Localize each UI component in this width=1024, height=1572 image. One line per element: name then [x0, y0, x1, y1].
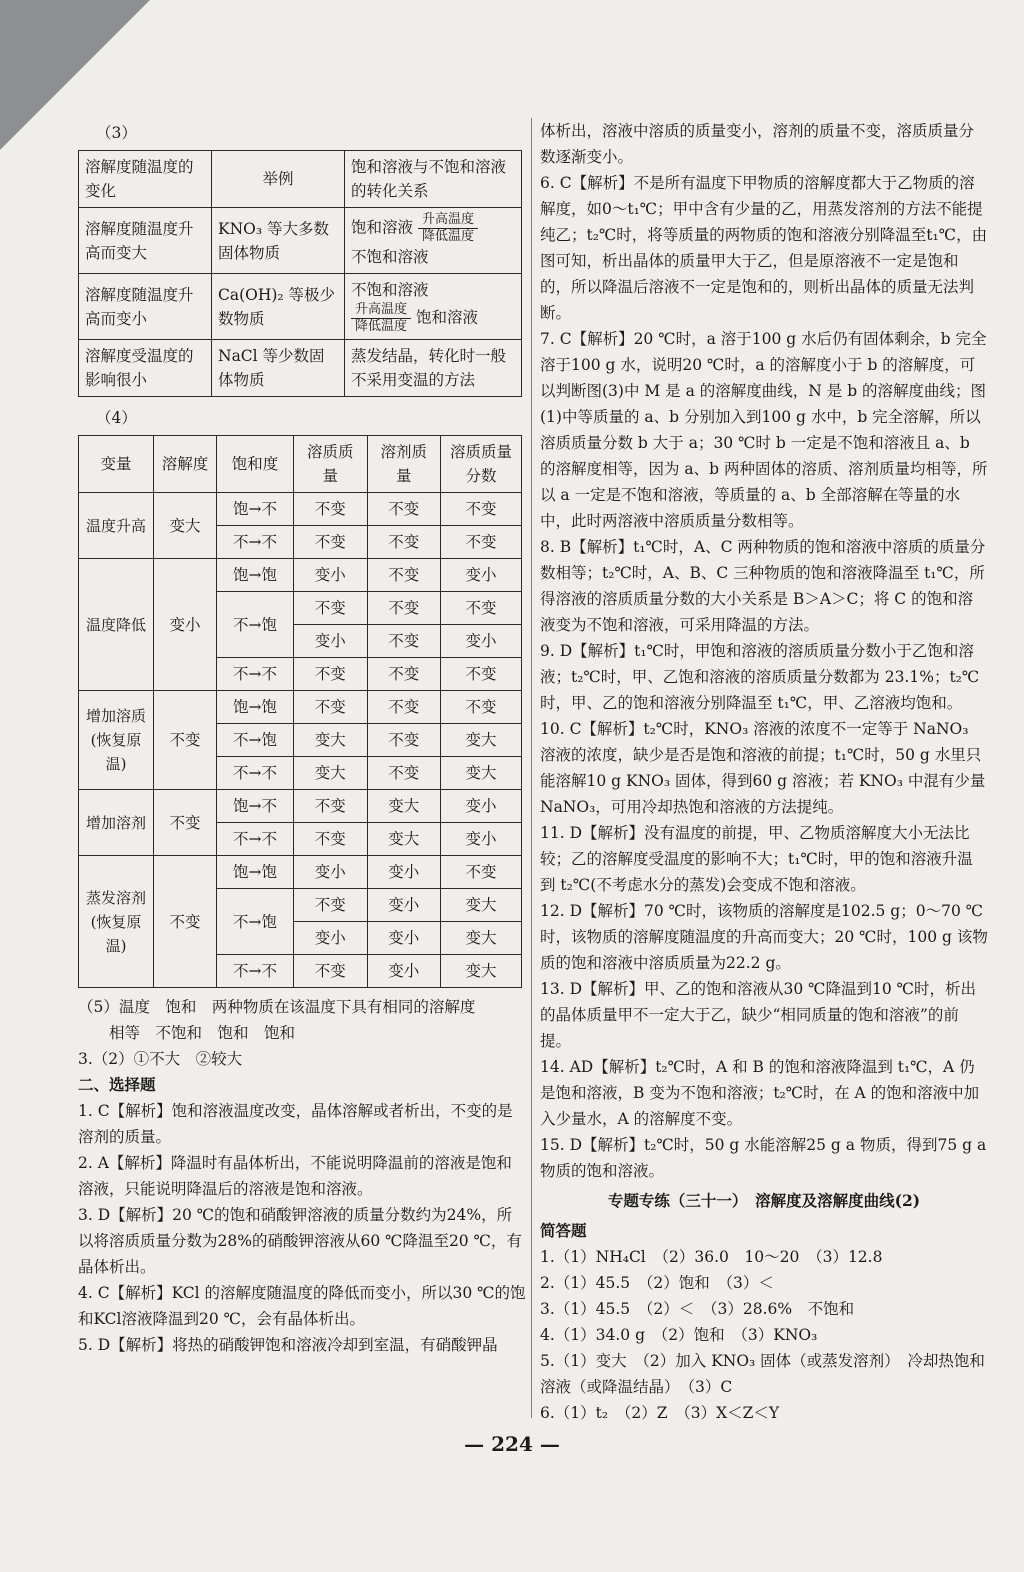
text-paragraph: 7. C【解析】20 ℃时，a 溶于100 g 水后仍有固体剩余，b 完全溶于100 g 水，说明20 ℃时，a 的溶解度小于 b 的溶解度，可以判断图(3)中 M 是 a 的溶解度曲线，N 是 b 的溶解度曲线；图(1)中等质量的 a、b 分别加入到100 g 水中，b 完全溶解，所以溶质质量分数 b 大于 a；30 ℃时 b 一定是不饱和溶液且 a、b 的溶解度相等，因为 a、b 两种固体的溶质、溶剂质量均相等，所以 a 一定是不饱和溶液，等质量的 a、b 全部溶解在等量的水中，此时两溶液中溶质质量分数相等。: [540, 330, 988, 530]
table-cell: 温度降低: [79, 559, 154, 691]
right-text-block: [540, 118, 988, 1184]
table-header: 饱和溶液与不饱和溶液的转化关系: [345, 151, 522, 208]
table-cell: 不变: [441, 691, 522, 724]
conversion-end: 不饱和溶液: [351, 248, 429, 266]
column-divider: [531, 118, 532, 1418]
table-row: [79, 790, 522, 823]
table4-label: （4）: [96, 409, 137, 427]
table-header: 溶质质量分数: [441, 436, 522, 493]
table-row: [79, 493, 522, 526]
table-cell: 不变: [294, 889, 368, 922]
table-row: [79, 691, 522, 724]
conversion-end: 饱和溶液: [415, 308, 478, 327]
conversion-arrow: [418, 212, 478, 245]
text-paragraph: 12. D【解析】70 ℃时，该物质的溶解度是102.5 g；0～70 ℃时，该物质的溶解度随温度的升高而变大；20 ℃时，100 g 该物质的饱和溶液中溶质质量为22.2 g。: [540, 902, 988, 972]
table-cell: 变大: [441, 889, 522, 922]
text-paragraph: 6.（1）t₂ （2）Z （3）X＜Z＜Y: [540, 1404, 780, 1422]
table-cell: 不→不: [217, 757, 294, 790]
table-cell: [345, 208, 522, 274]
table-cell: 不变: [367, 493, 441, 526]
table-cell: 变大: [367, 790, 441, 823]
right-column: [540, 118, 988, 1426]
table-header: 溶剂质量: [367, 436, 441, 493]
table-cell: 不变: [294, 658, 368, 691]
table-cell: 变小: [367, 889, 441, 922]
table-row: [79, 559, 522, 592]
table-cell: 溶解度随温度升高而变小: [79, 274, 212, 340]
arrow-bottom-label: 降低温度: [355, 319, 408, 334]
table3-label: （3）: [96, 124, 137, 142]
text-paragraph: 4. C【解析】KCl 的溶解度随温度的降低而变小，所以30 ℃的饱和KCl溶液降温到20 ℃，会有晶体析出。: [78, 1284, 526, 1328]
table-cell: 不变: [294, 955, 368, 988]
text-paragraph: 9. D【解析】t₁℃时，甲饱和溶液的溶质质量分数小于乙饱和溶液；t₂℃时，甲、乙饱和溶液的溶质质量分数都为 23.1%；t₂℃时，甲、乙的饱和溶液分别降温至 t₁℃，甲、乙溶液均饱和。: [540, 642, 980, 712]
table-cell: 变大: [154, 493, 217, 559]
table-cell: 变大: [294, 724, 368, 757]
table-header: 溶解度随温度的变化: [79, 151, 212, 208]
table-cell: 不变: [294, 526, 368, 559]
text-paragraph: 相等 不饱和 饱和 饱和: [78, 1024, 296, 1042]
conversion-start: 不饱和溶液: [351, 281, 429, 299]
table-header: 变量: [79, 436, 154, 493]
table-row: [79, 208, 522, 274]
table-cell: 变小: [441, 625, 522, 658]
answers-block: [540, 1244, 988, 1426]
table-cell: 不变: [154, 790, 217, 856]
table4: [78, 435, 522, 988]
page-number: — 224 —: [464, 1432, 560, 1456]
text-paragraph: 体析出，溶液中溶质的质量变小，溶剂的质量不变，溶质质量分数逐渐变小。: [540, 122, 975, 166]
table-cell: 变大: [294, 757, 368, 790]
table-cell: 变大: [441, 922, 522, 955]
table-cell: 不变: [367, 691, 441, 724]
table-cell: Ca(OH)₂ 等极少数物质: [212, 274, 345, 340]
table-cell: 温度升高: [79, 493, 154, 559]
text-paragraph: 15. D【解析】t₂℃时，50 g 水能溶解25 g a 物质，得到75 g a 物质的饱和溶液。: [540, 1136, 987, 1180]
table-header: 溶解度: [154, 436, 217, 493]
table-header: 溶质质量: [294, 436, 368, 493]
table-cell: 饱→不: [217, 493, 294, 526]
table-cell: 不→不: [217, 658, 294, 691]
table-cell: 不变: [367, 658, 441, 691]
text-paragraph: 6. C【解析】不是所有温度下甲物质的溶解度都大于乙物质的溶解度，如0～t₁℃；甲中含有少量的乙，用蒸发溶剂的方法不能提纯乙；t₂℃时，将等质量的两物质的饱和溶液分别降温至t₁℃，由图可知，析出晶体的质量甲大于乙，但是原溶液不一定是饱和的，所以降温后溶液不一定是饱和的，则析出晶体的质量无法判断。: [540, 174, 988, 322]
arrow-bottom-label: 降低温度: [421, 229, 474, 244]
table-cell: 变小: [367, 922, 441, 955]
table-cell: 增加溶剂: [79, 790, 154, 856]
text-paragraph: 2.（1）45.5 （2）饱和 （3）＜: [540, 1274, 774, 1292]
table-cell: 不变: [294, 493, 368, 526]
qa-heading: 简答题: [540, 1221, 587, 1240]
table-cell: 不变: [154, 856, 217, 988]
arrow-top-label: 升高温度: [418, 212, 478, 229]
table-cell: 不变: [441, 526, 522, 559]
table-cell: 变小: [294, 559, 368, 592]
table-cell: 蒸发结晶，转化时一般不采用变温的方法: [345, 340, 522, 397]
table-cell: 变小: [441, 790, 522, 823]
text-paragraph: （5）温度 饱和 两种物质在该温度下具有相同的溶解度: [78, 998, 476, 1016]
table-row: [79, 340, 522, 397]
table-cell: 不变: [294, 823, 368, 856]
table-cell: 饱→不: [217, 790, 294, 823]
table-cell: 变小: [367, 856, 441, 889]
table-cell: 不→饱: [217, 889, 294, 955]
table-cell: 不变: [441, 592, 522, 625]
table-cell: 不变: [294, 592, 368, 625]
table-cell: 不→不: [217, 955, 294, 988]
table-cell: 饱→饱: [217, 559, 294, 592]
table-cell: 变小: [294, 625, 368, 658]
table-cell: 不变: [294, 691, 368, 724]
table-cell: 溶解度受温度的影响很小: [79, 340, 212, 397]
table-cell: 变小: [154, 559, 217, 691]
table-row: [79, 151, 522, 208]
table-cell: 不变: [367, 592, 441, 625]
left-column: [78, 118, 526, 1358]
table-cell: 变大: [441, 724, 522, 757]
table-cell: 变大: [367, 823, 441, 856]
section-title: 专题专练（三十一） 溶解度及溶解度曲线(2): [607, 1191, 921, 1210]
table3: [78, 150, 522, 397]
table-header: 举例: [212, 151, 345, 208]
table-cell: 饱→饱: [217, 856, 294, 889]
text-paragraph: 3.（1）45.5 （2）＜ （3）28.6% 不饱和: [540, 1300, 855, 1318]
conversion-arrow: [351, 302, 411, 335]
table-cell: 不变: [367, 559, 441, 592]
table-cell: 不→不: [217, 526, 294, 559]
table-cell: 变小: [294, 856, 368, 889]
table-cell: 变大: [441, 955, 522, 988]
table-cell: 溶解度随温度升高而变大: [79, 208, 212, 274]
table-cell: 变小: [367, 955, 441, 988]
table-row: [79, 856, 522, 889]
table-cell: 蒸发溶剂(恢复原温): [79, 856, 154, 988]
text-paragraph: 11. D【解析】没有温度的前提，甲、乙物质溶解度大小无法比较；乙的溶解度受温度的影响不大；t₁℃时，甲的饱和溶液升温到 t₂℃(不考虑水分的蒸发)会变成不饱和溶液。: [540, 824, 973, 894]
table-row: [79, 436, 522, 493]
table-cell: 变小: [294, 922, 368, 955]
text-paragraph: 5.（1）变大 （2）加入 KNO₃ 固体（或蒸发溶剂） 冷却热饱和溶液（或降温结晶） （3）C: [540, 1352, 985, 1396]
text-paragraph: 8. B【解析】t₁℃时，A、C 两种物质的饱和溶液中溶质的质量分数相等；t₂℃时，A、B、C 三种物质的饱和溶液降温至 t₁℃，所得溶液的溶质质量分数的大小关系是 B＞A＞C；将 C 的饱和溶液变为不饱和溶液，可采用降温的方法。: [540, 538, 986, 634]
table-cell: 不变: [367, 526, 441, 559]
left-text-block: [78, 994, 526, 1358]
table-cell: 不变: [154, 691, 217, 790]
table-cell: 不变: [367, 757, 441, 790]
table-cell: 不变: [441, 493, 522, 526]
text-paragraph: 3.（2）①不大 ②较大: [78, 1050, 243, 1068]
text-paragraph: 二、选择题: [78, 1075, 156, 1094]
text-paragraph: 3. D【解析】20 ℃的饱和硝酸钾溶液的质量分数约为24%，所以将溶质质量分数为28%的硝酸钾溶液从60 ℃降温至20 ℃，有晶体析出。: [78, 1206, 522, 1276]
arrow-top-label: 升高温度: [351, 302, 411, 319]
table-cell: 不→饱: [217, 592, 294, 658]
text-paragraph: 10. C【解析】t₂℃时，KNO₃ 溶液的浓度不一定等于 NaNO₃ 溶液的浓度，缺少是否是饱和溶液的前提；t₁℃时，50 g 水里只能溶解10 g KNO₃ 固体，得到60 g 溶液；若 KNO₃ 中混有少量 NaNO₃，可用冷却热饱和溶液的方法提纯。: [540, 720, 986, 816]
table-cell: 不变: [441, 856, 522, 889]
table-cell: 不变: [367, 625, 441, 658]
table-cell: 增加溶质(恢复原温): [79, 691, 154, 790]
table-cell: 不变: [294, 790, 368, 823]
table-cell: 变小: [441, 559, 522, 592]
table-cell: 不变: [441, 658, 522, 691]
table-cell: NaCl 等少数固体物质: [212, 340, 345, 397]
text-paragraph: 13. D【解析】甲、乙的饱和溶液从30 ℃降温到10 ℃时，析出的晶体质量甲不一定大于乙，缺少“相同质量的饱和溶液”的前提。: [540, 980, 976, 1050]
text-paragraph: 14. AD【解析】t₂℃时，A 和 B 的饱和溶液降温到 t₁℃，A 仍是饱和溶液，B 变为不饱和溶液；t₂℃时，在 A 的饱和溶液中加入少量水，A 的溶解度不变。: [540, 1058, 980, 1128]
text-paragraph: 4.（1）34.0 g （2）饱和 （3）KNO₃: [540, 1326, 818, 1344]
text-paragraph: 5. D【解析】将热的硝酸钾饱和溶液冷却到室温，有硝酸钾晶: [78, 1336, 498, 1354]
conversion-start: 饱和溶液: [351, 218, 414, 237]
text-paragraph: 1.（1）NH₄Cl （2）36.0 10～20 （3）12.8: [540, 1248, 883, 1266]
table-cell: [345, 274, 522, 340]
table-cell: 不→饱: [217, 724, 294, 757]
table-cell: 不变: [367, 724, 441, 757]
table-cell: KNO₃ 等大多数固体物质: [212, 208, 345, 274]
table-cell: 不→不: [217, 823, 294, 856]
table-cell: 变小: [441, 823, 522, 856]
table-row: [79, 274, 522, 340]
table-header: 饱和度: [217, 436, 294, 493]
text-paragraph: 1. C【解析】饱和溶液温度改变，晶体溶解或者析出，不变的是溶剂的质量。: [78, 1102, 513, 1146]
text-paragraph: 2. A【解析】降温时有晶体析出，不能说明降温前的溶液是饱和溶液，只能说明降温后的溶液是饱和溶液。: [78, 1154, 512, 1198]
table-cell: 饱→饱: [217, 691, 294, 724]
table-cell: 变大: [441, 757, 522, 790]
